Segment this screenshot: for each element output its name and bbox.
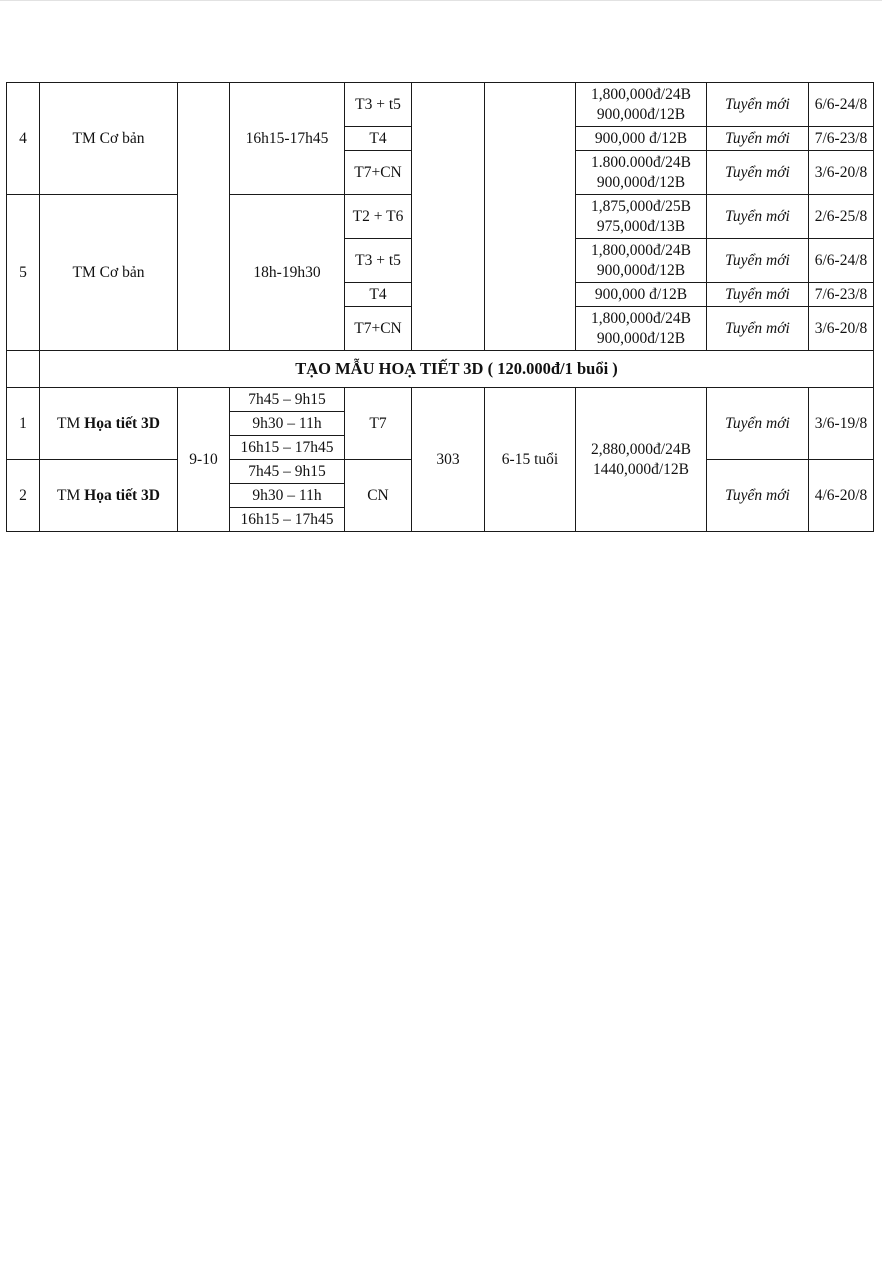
time-slot-cell: 9h30 – 11h (230, 412, 345, 436)
fee-cell (576, 151, 707, 195)
fee-line: 2,880,000đ/24B (591, 440, 691, 458)
schedule-table (6, 82, 874, 532)
fee-line: 900,000 đ/12B (594, 129, 688, 147)
room-cell: 303 (412, 388, 485, 532)
fee-line: 900,000đ/12B (596, 261, 686, 279)
section-blank-cell (7, 351, 40, 388)
period-cell: 4/6-20/8 (809, 460, 874, 532)
fee-line: 1.800.000đ/24B (591, 153, 691, 171)
fee-line: 1440,000đ/12B (592, 460, 690, 478)
status-cell: Tuyển mới (707, 460, 809, 532)
page-top-edge (0, 0, 882, 1)
room-cell-blank (412, 83, 485, 351)
fee-cell (576, 83, 707, 127)
period-cell: 6/6-24/8 (809, 239, 874, 283)
fee-line: 1,875,000đ/25B (591, 197, 691, 215)
time-slot-cell: 7h45 – 9h15 (230, 460, 345, 484)
fee-cell (576, 239, 707, 283)
fee-line: 975,000đ/13B (596, 217, 686, 235)
fee-line: 900,000đ/12B (596, 105, 686, 123)
days-cell: T7+CN (345, 151, 412, 195)
section-title: TẠO MẪU HOẠ TIẾT 3D ( 120.000đ/1 buổi ) (40, 351, 874, 388)
fee-line: 900,000đ/12B (596, 329, 686, 347)
fee-cell (576, 283, 707, 307)
fee-line: 1,800,000đ/24B (591, 309, 691, 327)
time-slot-cell: 9h30 – 11h (230, 484, 345, 508)
status-cell: Tuyển mới (707, 83, 809, 127)
period-cell: 3/6-20/8 (809, 307, 874, 351)
course-prefix: TM (57, 486, 85, 504)
course-name-cell (40, 388, 178, 460)
status-cell: Tuyển mới (707, 195, 809, 239)
period-cell: 7/6-23/8 (809, 127, 874, 151)
course-bold: Họa tiết 3D (84, 486, 160, 504)
period-cell: 7/6-23/8 (809, 283, 874, 307)
course-bold: Họa tiết 3D (84, 414, 160, 432)
days-cell: T4 (345, 127, 412, 151)
course-prefix: TM (57, 414, 85, 432)
section-row (7, 351, 874, 388)
fee-cell (576, 127, 707, 151)
fee-line: 900,000đ/12B (596, 173, 686, 191)
stt-cell: 4 (7, 83, 40, 195)
days-cell: T7+CN (345, 307, 412, 351)
period-cell: 3/6-20/8 (809, 151, 874, 195)
period-cell: 2/6-25/8 (809, 195, 874, 239)
course-name-cell (40, 460, 178, 532)
age-grade-cell: 9-10 (178, 388, 230, 532)
stt-cell: 5 (7, 195, 40, 351)
time-cell: 16h15-17h45 (230, 83, 345, 195)
age-grade-cell-blank (178, 83, 230, 351)
fee-line: 1,800,000đ/24B (591, 241, 691, 259)
time-slot-cell: 16h15 – 17h45 (230, 436, 345, 460)
status-cell: Tuyển mới (707, 127, 809, 151)
age-cell: 6-15 tuổi (485, 388, 576, 532)
status-cell: Tuyển mới (707, 283, 809, 307)
fee-cell (576, 195, 707, 239)
time-slot-cell: 16h15 – 17h45 (230, 508, 345, 532)
days-cell: T7 (345, 388, 412, 460)
stt-cell: 2 (7, 460, 40, 532)
period-cell: 3/6-19/8 (809, 388, 874, 460)
fee-cell (576, 388, 707, 532)
status-cell: Tuyển mới (707, 239, 809, 283)
period-cell: 6/6-24/8 (809, 83, 874, 127)
time-slot-cell: 7h45 – 9h15 (230, 388, 345, 412)
days-cell: T4 (345, 283, 412, 307)
course-name-cell: TM Cơ bản (40, 83, 178, 195)
fee-line: 1,800,000đ/24B (591, 85, 691, 103)
stt-cell: 1 (7, 388, 40, 460)
table-row (7, 83, 874, 127)
time-cell: 18h-19h30 (230, 195, 345, 351)
days-cell: T3 + t5 (345, 239, 412, 283)
fee-cell (576, 307, 707, 351)
days-cell: T2 + T6 (345, 195, 412, 239)
table-row (7, 388, 874, 412)
days-cell: CN (345, 460, 412, 532)
status-cell: Tuyển mới (707, 307, 809, 351)
days-cell: T3 + t5 (345, 83, 412, 127)
status-cell: Tuyển mới (707, 151, 809, 195)
status-cell: Tuyển mới (707, 388, 809, 460)
fee-line: 900,000 đ/12B (594, 285, 688, 303)
course-name-cell: TM Cơ bản (40, 195, 178, 351)
age-cell-blank (485, 83, 576, 351)
